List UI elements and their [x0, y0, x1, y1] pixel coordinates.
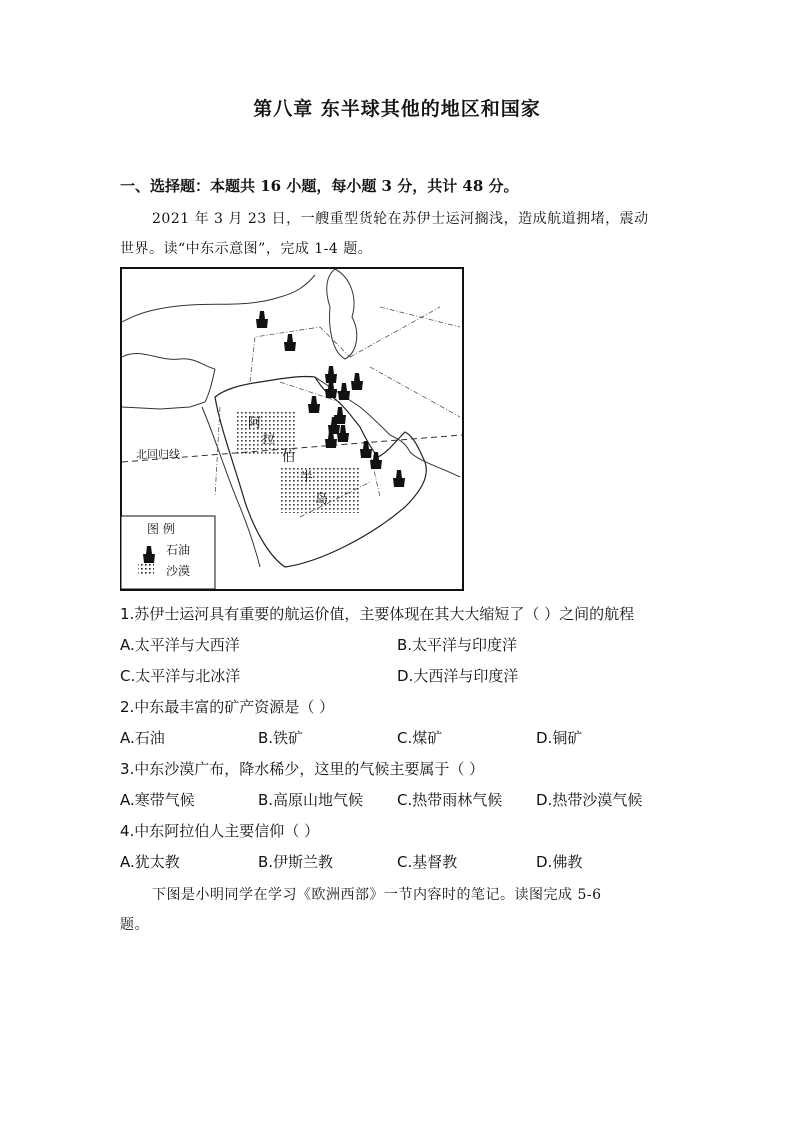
legend-desert-label: 沙漠 — [166, 564, 191, 578]
question-4-option-b: B.伊斯兰教 — [258, 853, 334, 871]
legend-oil-label: 石油 — [166, 543, 191, 557]
question-2-option-a: A.石油 — [120, 729, 165, 747]
question-3-option-b: B.高原山地气候 — [258, 791, 364, 809]
page-title: 第八章 东半球其他的地区和国家 — [253, 98, 541, 120]
question-3-stem: 3.中东沙漠广布，降水稀少，这里的气候主要属于（ ） — [120, 760, 485, 778]
legend-desert-swatch — [138, 564, 154, 576]
question-1-stem: 1.苏伊士运河具有重要的航运价值，主要体现在其大大缩短了（ ）之间的航程 — [120, 605, 635, 623]
question-1-option-d: D.大西洋与印度洋 — [397, 667, 519, 685]
question-1-option-a: A.太平洋与大西洋 — [120, 636, 240, 654]
question-4-stem: 4.中东阿拉伯人主要信仰（ ） — [120, 822, 320, 840]
arabia-label-1: 阿 — [248, 416, 262, 431]
arabia-label-2: 拉 — [262, 432, 276, 447]
arabia-label-5: 岛 — [315, 492, 329, 507]
question-3-option-d: D.热带沙漠气候 — [536, 791, 643, 809]
legend-title: 图 例 — [147, 522, 175, 536]
question-2-stem: 2.中东最丰富的矿产资源是（ ） — [120, 698, 335, 716]
question-3-option-c: C.热带雨林气候 — [397, 791, 503, 809]
outro-line-1: 下图是小明同学在学习《欧洲西部》一节内容时的笔记。读图完成 5-6 — [152, 887, 602, 903]
question-1-option-b: B.太平洋与印度洋 — [397, 636, 518, 654]
question-4-option-d: D.佛教 — [536, 853, 583, 871]
arabia-label-3: 伯 — [282, 450, 296, 465]
section-heading: 一、选择题：本题共 16 小题，每小题 3 分，共计 48 分。 — [120, 177, 519, 195]
intro-line-2: 世界。读“中东示意图”，完成 1-4 题。 — [120, 241, 373, 257]
tropic-label: 北回归线 — [136, 448, 180, 461]
outro-line-2: 题。 — [120, 917, 149, 933]
question-1-option-c: C.太平洋与北冰洋 — [120, 667, 241, 685]
question-4-option-c: C.基督教 — [397, 853, 458, 871]
question-2-option-b: B.铁矿 — [258, 729, 304, 747]
intro-line-1: 2021 年 3 月 23 日，一艘重型货轮在苏伊士运河搁浅，造成航道拥堵，震动 — [152, 211, 649, 227]
arabia-label-4: 半 — [300, 470, 314, 485]
question-4-option-a: A.犹太教 — [120, 853, 180, 871]
middle-east-map — [120, 267, 464, 591]
map-figure — [120, 267, 464, 591]
question-2-option-d: D.铜矿 — [536, 729, 583, 747]
question-3-option-a: A.寒带气候 — [120, 791, 195, 809]
question-2-option-c: C.煤矿 — [397, 729, 443, 747]
